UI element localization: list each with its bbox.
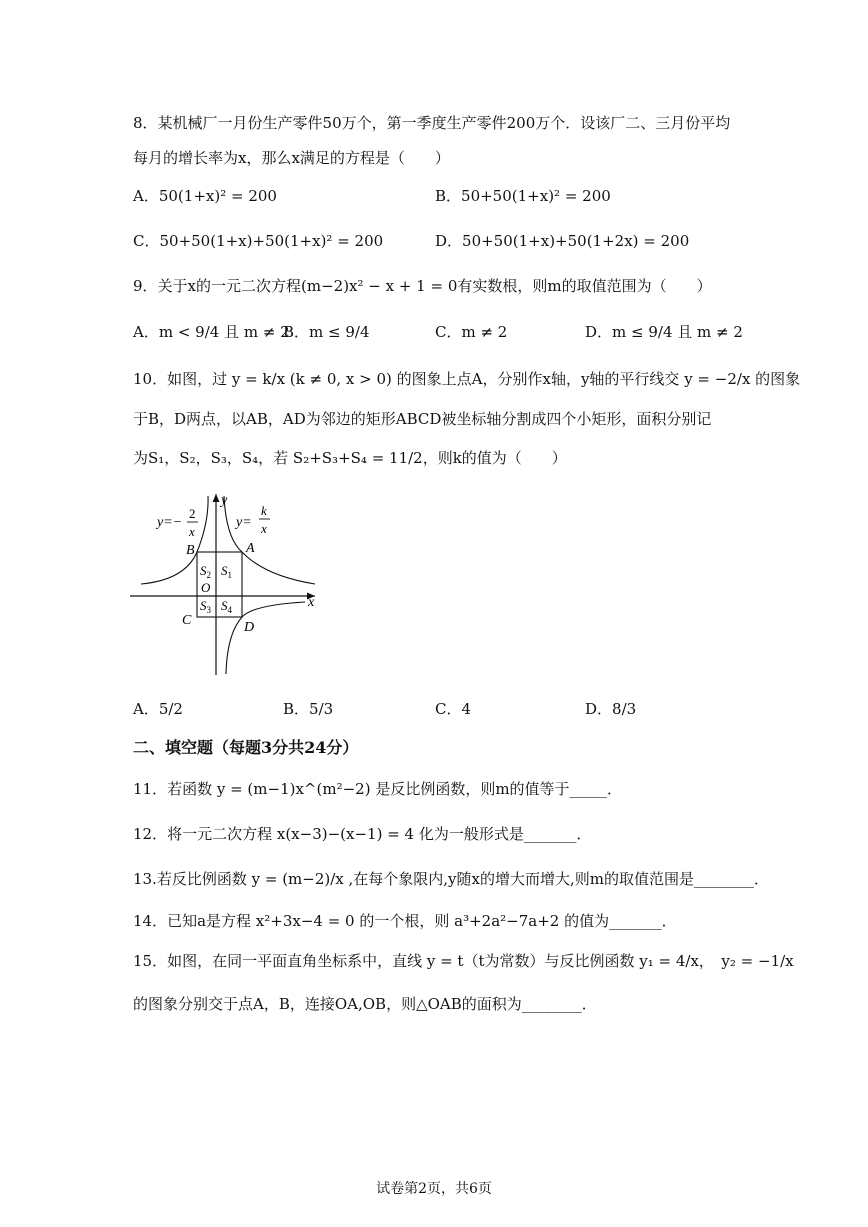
q9-line1: 9．关于x的一元二次方程(m−2)x² − x + 1 = 0有实数根，则m的取值范围为（ ）: [133, 277, 712, 295]
q11-text: 11．若函数 y = (m−1)x^(m²−2) 是反比例函数，则m的值等于_____．: [133, 780, 623, 798]
q13-text: 13.若反比例函数 y = (m−2)/x ,在每个象限内,y随x的增大而增大,则m的取值范围是________．: [133, 870, 769, 888]
page-footer: 试卷第2页，共6页: [376, 1181, 492, 1197]
q8-option-d: D．50+50(1+x)+50(1+2x) = 200: [435, 232, 690, 250]
label-point-d: D: [244, 620, 255, 635]
label-region-s2: $S_2$: [200, 563, 211, 580]
q8-line1: 8．某机械厂一月份生产零件50万个，第一季度生产零件200万个．设该厂二、三月份平均: [133, 114, 731, 132]
label-right-numerator: k: [261, 503, 267, 518]
label-region-s1: $S_1$: [221, 563, 232, 580]
q14-text: 14．已知a是方程 x²+3x−4 = 0 的一个根，则 a³+2a²−7a+2 的值为_______．: [133, 912, 677, 930]
section2-heading: 二、填空题（每题3分共24分）: [133, 738, 359, 757]
label-region-s3: $S_3$: [200, 598, 211, 615]
q12-text: 12．将一元二次方程 x(x−3)−(x−1) = 4 化为一般形式是_______．: [133, 825, 592, 843]
q10-line3: 为S₁，S₂，S₃，S₄，若 S₂+S₃+S₄ = 11/2，则k的值为（ ）: [133, 449, 567, 467]
label-point-b: B: [186, 543, 195, 558]
label-left-numerator: 2: [189, 506, 196, 521]
q10-option-d: D．8/3: [585, 700, 637, 718]
label-left-denominator: x: [189, 524, 195, 539]
label-right-denominator: x: [261, 521, 267, 536]
label-point-c: C: [182, 613, 192, 628]
label-y-axis: y: [221, 493, 228, 508]
curve-neg-2-over-x-right: [226, 602, 305, 674]
q8-option-a: A．50(1+x)² = 200: [133, 187, 277, 205]
q8-option-c: C．50+50(1+x)+50(1+x)² = 200: [133, 232, 384, 250]
q15-line2: 的图象分别交于点A，B，连接OA,OB，则△OAB的面积为________．: [133, 995, 597, 1013]
label-right-curve: y=: [236, 515, 252, 530]
label-x-axis: x: [308, 595, 315, 610]
y-axis-arrow-icon: [213, 494, 220, 502]
q9-option-b: B．m ≤ 9/4: [283, 323, 370, 341]
label-region-s4: $S_4$: [221, 598, 232, 615]
q10-figure: [125, 488, 325, 678]
curve-k-over-x: [224, 496, 315, 584]
q10-option-b: B．5/3: [283, 700, 334, 718]
q9-option-c: C．m ≠ 2: [435, 323, 508, 341]
label-point-a: A: [246, 541, 255, 556]
label-origin: O: [201, 580, 211, 595]
q8-line2: 每月的增长率为x，那么x满足的方程是（ ）: [133, 149, 450, 167]
q10-option-c: C．4: [435, 700, 472, 718]
q9-option-a: A．m < 9/4 且 m ≠ 2: [133, 323, 290, 341]
q10-line1: 10．如图，过 y = k/x (k ≠ 0, x > 0) 的图象上点A，分别作x轴，y轴的平行线交 y = −2/x 的图象: [133, 370, 801, 388]
q8-option-b: B．50+50(1+x)² = 200: [435, 187, 611, 205]
q9-option-d: D．m ≤ 9/4 且 m ≠ 2: [585, 323, 743, 341]
curve-neg-2-over-x-left: [141, 496, 208, 584]
label-left-curve: y=−: [157, 515, 183, 530]
q10-line2: 于B，D两点，以AB，AD为邻边的矩形ABCD被坐标轴分割成四个小矩形，面积分别记: [133, 410, 712, 428]
q10-option-a: A．5/2: [133, 700, 183, 718]
q15-line1: 15．如图，在同一平面直角坐标系中，直线 y = t（t为常数）与反比例函数 y₁ = 4/x， y₂ = −1/x: [133, 952, 794, 970]
